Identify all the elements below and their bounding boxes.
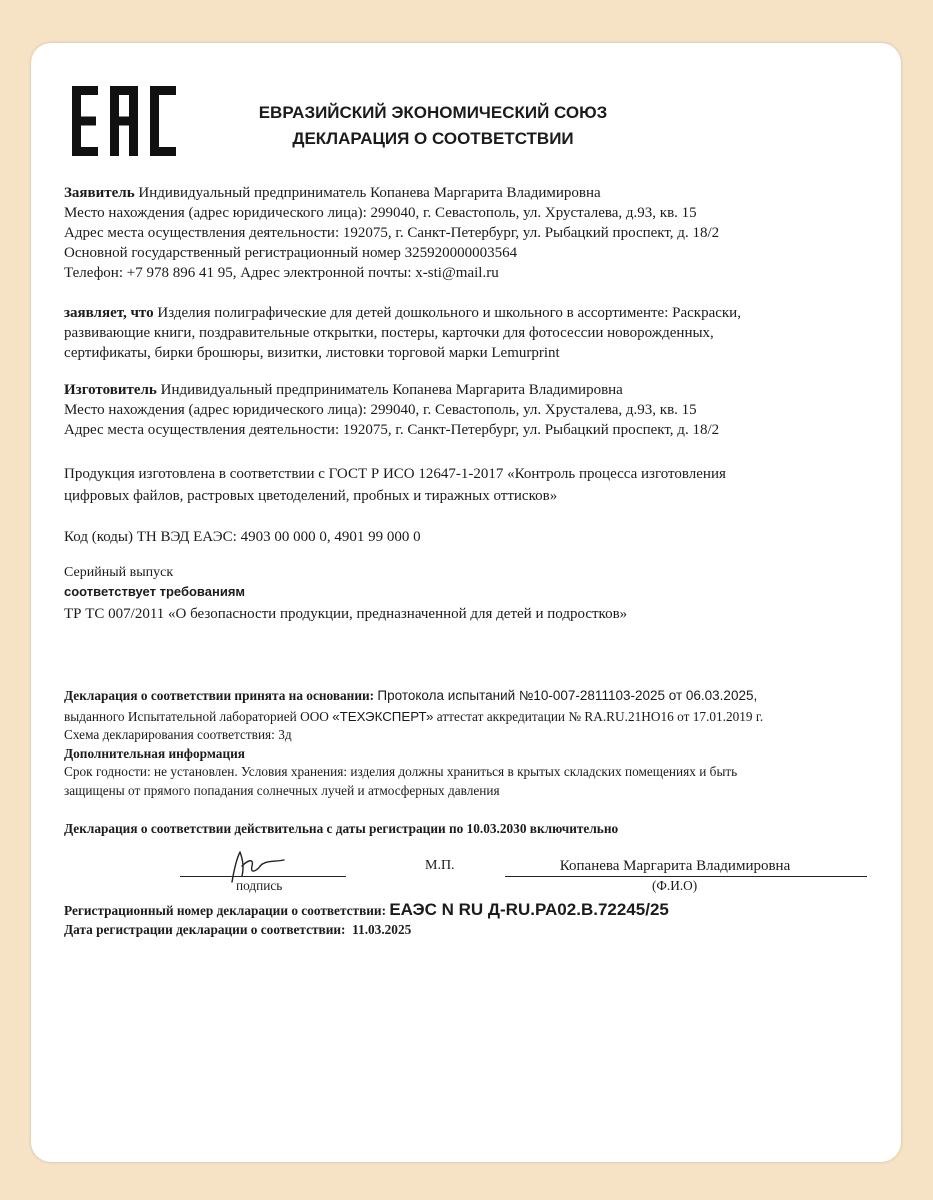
declares-line2: развивающие книги, поздравительные открытки, постеры, карточки для фотосессии новорожденных, (64, 325, 714, 341)
regulation: ТР ТС 007/2011 «О безопасности продукции, предназначенной для детей и подростков» (64, 606, 628, 622)
applicant-activity-address: Адрес места осуществления деятельности: 192075, г. Санкт-Петербург, ул. Рыбацкий проспект, д. 18/2 (64, 225, 720, 241)
applicant-name: Индивидуальный предприниматель Копанева Маргарита Владимировна (138, 185, 601, 201)
applicant-block (64, 183, 885, 283)
header-union: ЕВРАЗИЙСКИЙ ЭКОНОМИЧЕСКИЙ СОЮЗ (258, 103, 608, 122)
production-block (64, 463, 885, 507)
declares-line1: Изделия полиграфические для детей дошкольного и школьного в ассортименте: Раскраски, (157, 305, 741, 321)
signatory-name: Копанева Маргарита Владимировна (559, 858, 791, 874)
basis-label: Декларация о соответствии принята на основании: (64, 688, 375, 703)
fio-line (505, 876, 867, 877)
declares-line3: сертификаты, бирки брошюры, визитки, листовки торговой марки Lemurprint (64, 345, 560, 361)
validity-text: Декларация о соответствии действительна с даты регистрации по 10.03.2030 включительно (64, 821, 619, 836)
additional-line1: Срок годности: не установлен. Условия хранения: изделия должны храниться в крытых складских помещениях и быть (64, 764, 738, 779)
registration-date-row (64, 921, 885, 940)
basis-scheme: Схема декларирования соответствия: 3д (64, 727, 292, 742)
production-line1: Продукция изготовлена в соответствии с ГОСТ Р ИСО 12647-1-2017 «Контроль процесса изготовления (64, 466, 726, 482)
basis-lab-prefix: выданного Испытательной лабораторией ООО (64, 708, 329, 724)
signature-line (180, 876, 346, 877)
registration-number: ЕАЭС N RU Д-RU.PA02.B.72245/25 (389, 900, 669, 919)
additional-line2: защищены от прямого попадания солнечных лучей и атмосферных давления (64, 782, 500, 798)
registration-number-row (64, 901, 885, 921)
registration-number-label: Регистрационный номер декларации о соответствии: (64, 903, 387, 918)
fio-caption: (Ф.И.О) (652, 878, 698, 893)
stamp-place: М.П. (425, 858, 455, 873)
applicant-ogrn: Основной государственный регистрационный номер 325920000003564 (64, 245, 518, 261)
declares-label: заявляет, что (64, 305, 154, 321)
serial-release: Серийный выпуск (64, 565, 174, 580)
basis-lab-name: «ТЕХЭКСПЕРТ» (332, 708, 434, 724)
basis-block (64, 687, 885, 800)
production-line2: цифровых файлов, растровых цветоделений, пробных и тиражных оттисков» (64, 488, 558, 504)
eac-mark-icon (72, 86, 176, 156)
signature-caption: подпись (236, 878, 283, 893)
manufacturer-label: Изготовитель (64, 382, 157, 398)
registration-date: 11.03.2025 (352, 922, 412, 937)
additional-label: Дополнительная информация (64, 745, 245, 761)
manufacturer-activity-address: Адрес места осуществления деятельности: 192075, г. Санкт-Петербург, ул. Рыбацкий проспект, д. 18/2 (64, 422, 720, 438)
registration-date-label: Дата регистрации декларации о соответствии: (64, 922, 346, 937)
complies-label: соответствует требованиям (64, 584, 246, 599)
applicant-legal-address: Место нахождения (адрес юридического лица): 299040, г. Севастополь, ул. Хрусталева, д.93, кв. 15 (64, 205, 697, 221)
manufacturer-legal-address: Место нахождения (адрес юридического лица): 299040, г. Севастополь, ул. Хрусталева, д.93, кв. 15 (64, 402, 697, 418)
applicant-contacts: Телефон: +7 978 896 41 95, Адрес электронной почты: x-sti@mail.ru (64, 265, 499, 281)
applicant-label: Заявитель (64, 185, 135, 201)
manufacturer-name: Индивидуальный предприниматель Копанева Маргарита Владимировна (160, 382, 623, 398)
header-title: ДЕКЛАРАЦИЯ О СООТВЕТСТВИИ (292, 129, 574, 148)
basis-protocol: Протокола испытаний №10-007-2811103-2025 от 06.03.2025, (377, 688, 758, 703)
validity (64, 820, 885, 839)
basis-accreditation: аттестат аккредитации № RA.RU.21НО16 от 17.01.2019 г. (436, 708, 764, 724)
manufacturer-block (64, 380, 885, 440)
declares-block (64, 303, 885, 363)
tnved-codes: Код (коды) ТН ВЭД ЕАЭС: 4903 00 000 0, 4901 99 000 0 (64, 529, 421, 545)
